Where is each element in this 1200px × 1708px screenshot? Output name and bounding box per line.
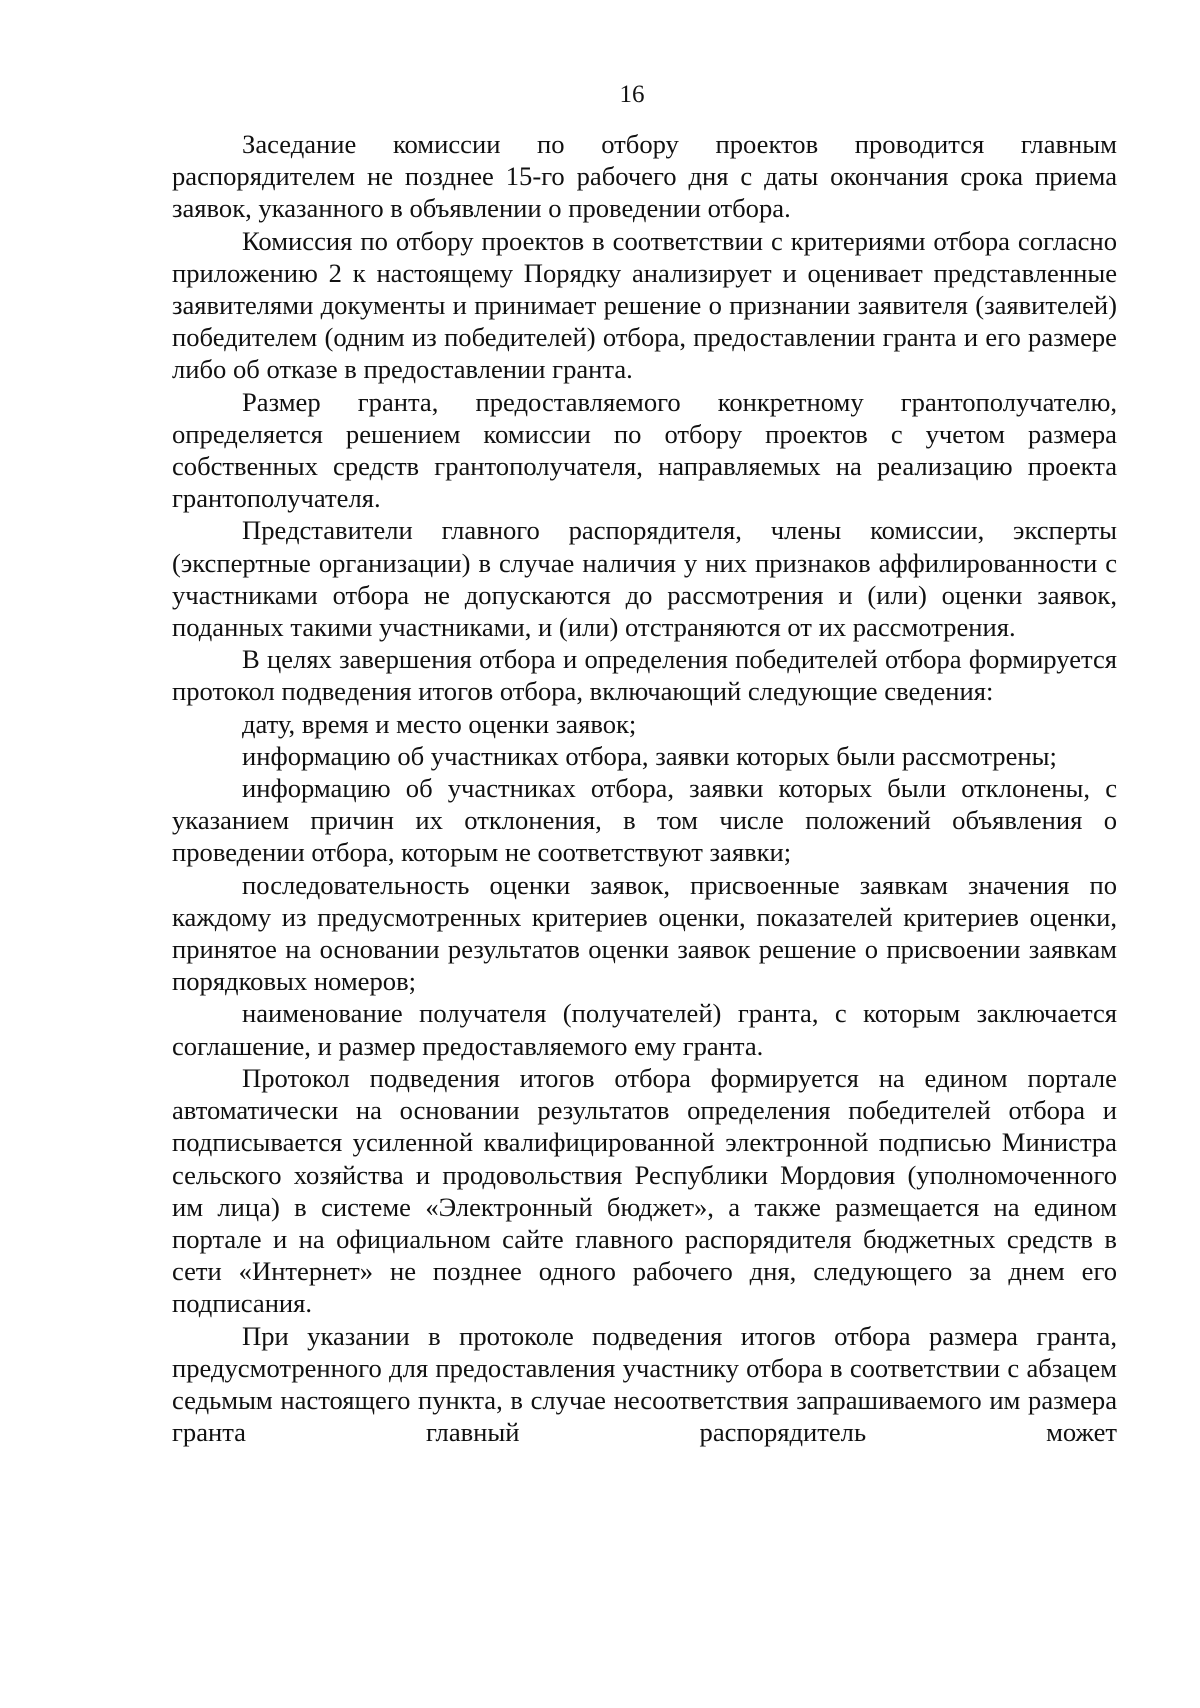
list-item-reviewed-participants: информацию об участниках отбора, заявки которых были рассмотрены; [242,740,1057,771]
paragraph-protocol-intro: В целях завершения отбора и определения победителей отбора формируется протокол подведения итогов отбора, включающий следующие сведения: [172,644,1117,707]
page-number: 16 [619,81,645,108]
document-body [172,128,1117,1448]
list-item-rejected-participants: информацию об участниках отбора, заявки которых были отклонены, с указанием причин их отклонения, в том числе положений объявления о проведении отбора, которым не соответствуют заявки; [172,773,1117,868]
paragraph-affiliation: Представители главного распорядителя, члены комиссии, эксперты (экспертные организации) в случае наличия у них признаков аффилированности с участниками отбора не допускаются до рассмотрения и (или) оценки заявок, поданных такими участниками, и (или) отстраняются от их рассмотрения. [172,515,1117,643]
list-item-grant-recipient: наименование получателя (получателей) гранта, с которым заключается соглашение, и размер предоставляемого ему гранта. [172,998,1117,1061]
paragraph-protocol-signing: Протокол подведения итогов отбора формируется на едином портале автоматически на основании результатов определения победителей отбора и подписывается усиленной квалифицированной электронной подписью Министра сельского хозяйства и продовольствия Республики Мордовия (уполномоченного им лица) в системе «Электронный бюджет», а также размещается на едином портале и на официальном сайте главного распорядителя бюджетных средств в сети «Интернет» не позднее одного рабочего дня, следующего за днем его подписания. [172,1062,1117,1319]
paragraph-commission-evaluation: Комиссия по отбору проектов в соответствии с критериями отбора согласно приложению 2 к настоящему Порядку анализирует и оценивает представленные заявителями документы и принимает решение о признании заявителя (заявителей) победителем (одним из победителей) отбора, предоставлении гранта и его размере либо об отказе в предоставлении гранта. [172,225,1117,385]
list-item-evaluation-sequence: последовательность оценки заявок, присвоенные заявкам значения по каждому из предусмотренных критериев оценки, показателей критериев оценки, принятое на основании результатов оценки заявок решение о присвоении заявкам порядковых номеров; [172,869,1117,997]
list-item-date-time-place: дату, время и место оценки заявок; [242,708,637,739]
paragraph-grant-size-mismatch: При указании в протоколе подведения итогов отбора размера гранта, предусмотренного для предоставления участнику отбора в соответствии с абзацем седьмым настоящего пункта, в случае несоответствия запрашиваемого им размера гранта главный распорядитель может [172,1320,1117,1448]
paragraph-grant-size: Размер гранта, предоставляемого конкретному грантополучателю, определяется решением комиссии по отбору проектов с учетом размера собственных средств грантополучателя, направляемых на реализацию проекта грантополучателя. [172,386,1117,514]
paragraph-commission-meeting: Заседание комиссии по отбору проектов проводится главным распорядителем не позднее 15-го рабочего дня с даты окончания срока приема заявок, указанного в объявлении о проведении отбора. [172,129,1117,224]
